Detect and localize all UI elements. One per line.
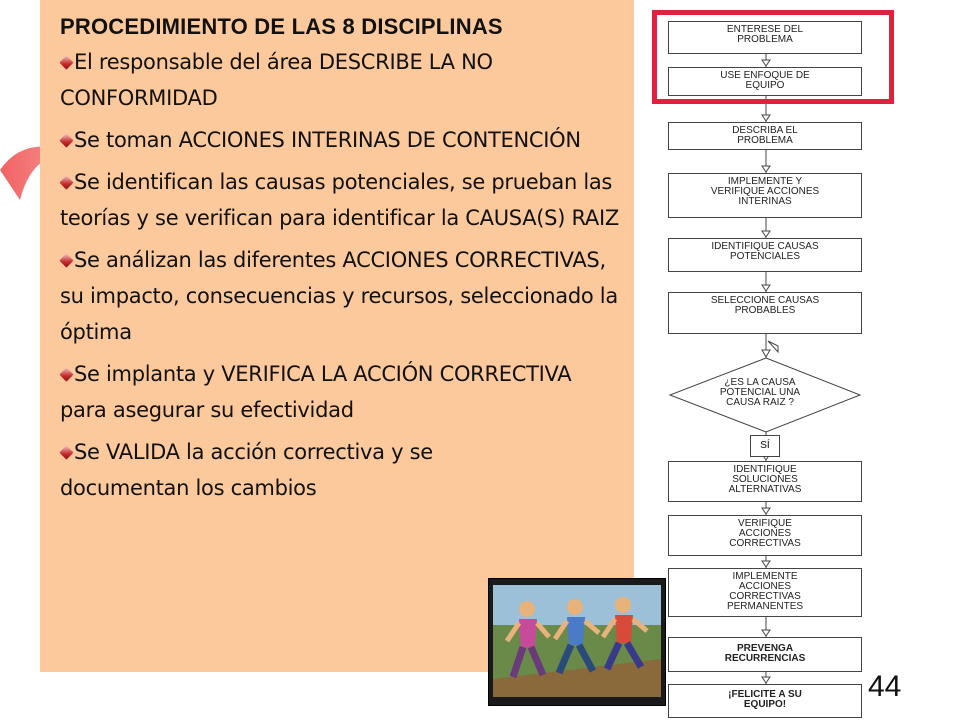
- bullet-text: Se implanta y VERIFICA LA ACCIÓN CORRECTIVA para asegurar su efectividad: [60, 362, 572, 422]
- diamond-bullet-icon: [59, 446, 73, 460]
- flow-step-causas-potenciales: IDENTIFIQUE CAUSAS POTENCIALES: [668, 238, 862, 272]
- slide-title: PROCEDIMIENTO DE LAS 8 DISCIPLINAS: [60, 14, 503, 39]
- bullet-list: [50, 44, 624, 506]
- bullet-text: Se identifican las causas potenciales, se prueban las teorías y se verifican para identificar la CAUSA(S) RAIZ: [60, 170, 619, 230]
- decision-text: ¿ES LA CAUSA POTENCIAL UNA CAUSA RAIZ ?: [719, 377, 801, 408]
- bullet-text: Se VALIDA la acción correctiva y se documentan los cambios: [60, 440, 433, 500]
- bullet-item: [50, 242, 624, 350]
- bullet-item: [50, 356, 624, 428]
- bullet-item: [50, 44, 624, 116]
- flow-step-enfoque-equipo: USE ENFOQUE DE EQUIPO: [668, 67, 862, 96]
- bullet-text: Se toman ACCIONES INTERINAS DE CONTENCIÓN: [74, 128, 581, 152]
- diamond-bullet-icon: [59, 56, 73, 70]
- flow-step-describa-problema: DESCRIBA EL PROBLEMA: [668, 122, 862, 150]
- diamond-bullet-icon: [59, 254, 73, 268]
- bullet-text: Se análizan las diferentes ACCIONES CORRECTIVAS, su impacto, consecuencias y recursos, seleccionado la óptima: [60, 248, 618, 344]
- bullet-text: El responsable del área DESCRIBE LA NO CONFORMIDAD: [60, 50, 493, 110]
- flow-step-felicite-equipo: ¡FELICITE A SU EQUIPO!: [668, 684, 862, 718]
- flow-step-implemente-permanentes: IMPLEMENTE ACCIONES CORRECTIVAS PERMANENTES: [668, 568, 862, 617]
- flow-step-acciones-interinas: IMPLEMENTE Y VERIFIQUE ACCIONES INTERINAS: [668, 173, 862, 218]
- yes-label: SÍ: [750, 435, 780, 457]
- diamond-bullet-icon: [59, 176, 73, 190]
- bullet-item: [50, 434, 624, 506]
- highlight-frame: [652, 10, 894, 104]
- flow-step-causas-probables: SELECCIONE CAUSAS PROBABLES: [668, 292, 862, 334]
- bullet-item: [50, 164, 624, 236]
- flow-step-prevenga-recurrencias: PREVENGA RECURRENCIAS: [668, 637, 862, 672]
- flow-step-entere-problema: ENTERESE DEL PROBLEMA: [668, 21, 862, 54]
- diamond-bullet-icon: [59, 368, 73, 382]
- diamond-bullet-icon: [59, 134, 73, 148]
- bullet-item: [50, 122, 624, 158]
- content-panel: [40, 0, 634, 672]
- flow-step-verifique-acciones: VERIFIQUE ACCIONES CORRECTIVAS: [668, 515, 862, 556]
- page-number: 44: [868, 670, 902, 703]
- flow-step-soluciones-alternativas: IDENTIFIQUE SOLUCIONES ALTERNATIVAS: [668, 461, 862, 502]
